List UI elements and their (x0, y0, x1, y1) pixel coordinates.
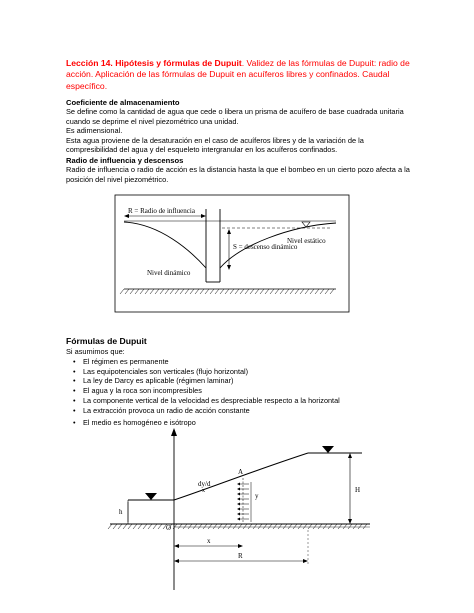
lesson-title-bold: Lección 14. Hipótesis y fórmulas de Dupuit (66, 58, 242, 68)
list-item: • Las equipotenciales son verticales (flujo horizontal) (66, 367, 426, 377)
flow-arrow-head (237, 493, 240, 496)
list-item: • El medio es homogéneo e isótropo (66, 418, 426, 428)
dupuit-intro: Si asumimos que: (66, 347, 125, 356)
origin-label: O (166, 524, 172, 532)
dupuit-heading: Fórmulas de Dupuit (66, 336, 147, 346)
list-item: • La ley de Darcy es aplicable (régimen laminar) (66, 376, 426, 386)
radius-text: Radio de influencia o radio de acción es la distancia hasta la que el bombeo en un cierto pozo afecta a la posición del nivel piezométrico. (66, 165, 410, 184)
storage-line-2: Es adimensional. (66, 126, 123, 136)
dupuit-diagram (0, 420, 474, 613)
h-label: h (119, 508, 123, 516)
flow-arrow-head (237, 503, 240, 506)
left-water-marker (145, 493, 157, 500)
H-arrow-top (348, 453, 352, 458)
radius-label: R = Radio de influencia (128, 207, 195, 215)
radius-arrow-head-right (201, 214, 206, 218)
point-A-label: A (238, 468, 244, 476)
list-item: • La componente vertical de la velocidad es despreciable respecto a la horizontal (66, 396, 426, 406)
flow-arrow-head (237, 508, 240, 511)
y-label: y (255, 492, 259, 500)
H-label: H (355, 486, 361, 494)
cone-left (124, 222, 206, 268)
storage-line-3: Esta agua proviene de la desaturación en el caso de acuíferos libres y de la variación de la compresibilidad del agua y del esqueleto intergranular en los acuíferos confinados. (66, 135, 364, 155)
base-hatching-2 (108, 524, 367, 529)
flow-arrow-head (237, 513, 240, 516)
radius-heading: Radio de influencia y descensos (66, 156, 184, 165)
R-arrow-right (303, 559, 308, 563)
R-arrow-left (174, 559, 179, 563)
flow-arrow-head (237, 498, 240, 501)
drawdown-arrow-head-top (227, 229, 231, 234)
flow-arrow-head (237, 488, 240, 491)
static-level-label: Nivel estático (287, 237, 326, 245)
drawdown-label: S = descenso dinámico (233, 243, 298, 251)
dynamic-level-label: Nivel dinámico (147, 269, 191, 277)
phreatic-surface (174, 453, 308, 500)
dydx-label: dy/d (198, 480, 211, 488)
dupuit-assumptions-list (66, 357, 426, 428)
drawdown-arrow-head-bottom (227, 265, 231, 270)
right-water-marker (322, 446, 334, 453)
list-item: • El régimen es permanente (66, 357, 426, 367)
flow-arrow-head (237, 483, 240, 486)
H-arrow-bottom (348, 519, 352, 524)
R-label: R (238, 552, 243, 560)
lesson-title-rest: . Validez de las fórmulas de Dupuit: radio de acción. Aplicación de las fórmulas de Dupuit en acuíferos libres y confinados. Caudal específico. (66, 58, 410, 91)
list-item: • El agua y la roca son incompresibles (66, 386, 426, 396)
x-label: x (207, 537, 211, 545)
flow-arrow-head (237, 518, 240, 521)
x-arrow-left (174, 544, 179, 548)
storage-heading: Coeficiente de almacenamiento (66, 98, 180, 107)
list-item: • La extracción provoca un radio de acción constante (66, 406, 426, 416)
dydx-x-label: x (202, 488, 205, 494)
storage-line-1: Se define como la cantidad de agua que cede o libera un prisma de acuífero de base cuadrada unitaria cuando se deprime el nivel piezométrico una unidad. (66, 107, 404, 126)
base-hatching (120, 289, 334, 294)
x-arrow-right (238, 544, 243, 548)
y-axis-arrow (171, 428, 177, 436)
